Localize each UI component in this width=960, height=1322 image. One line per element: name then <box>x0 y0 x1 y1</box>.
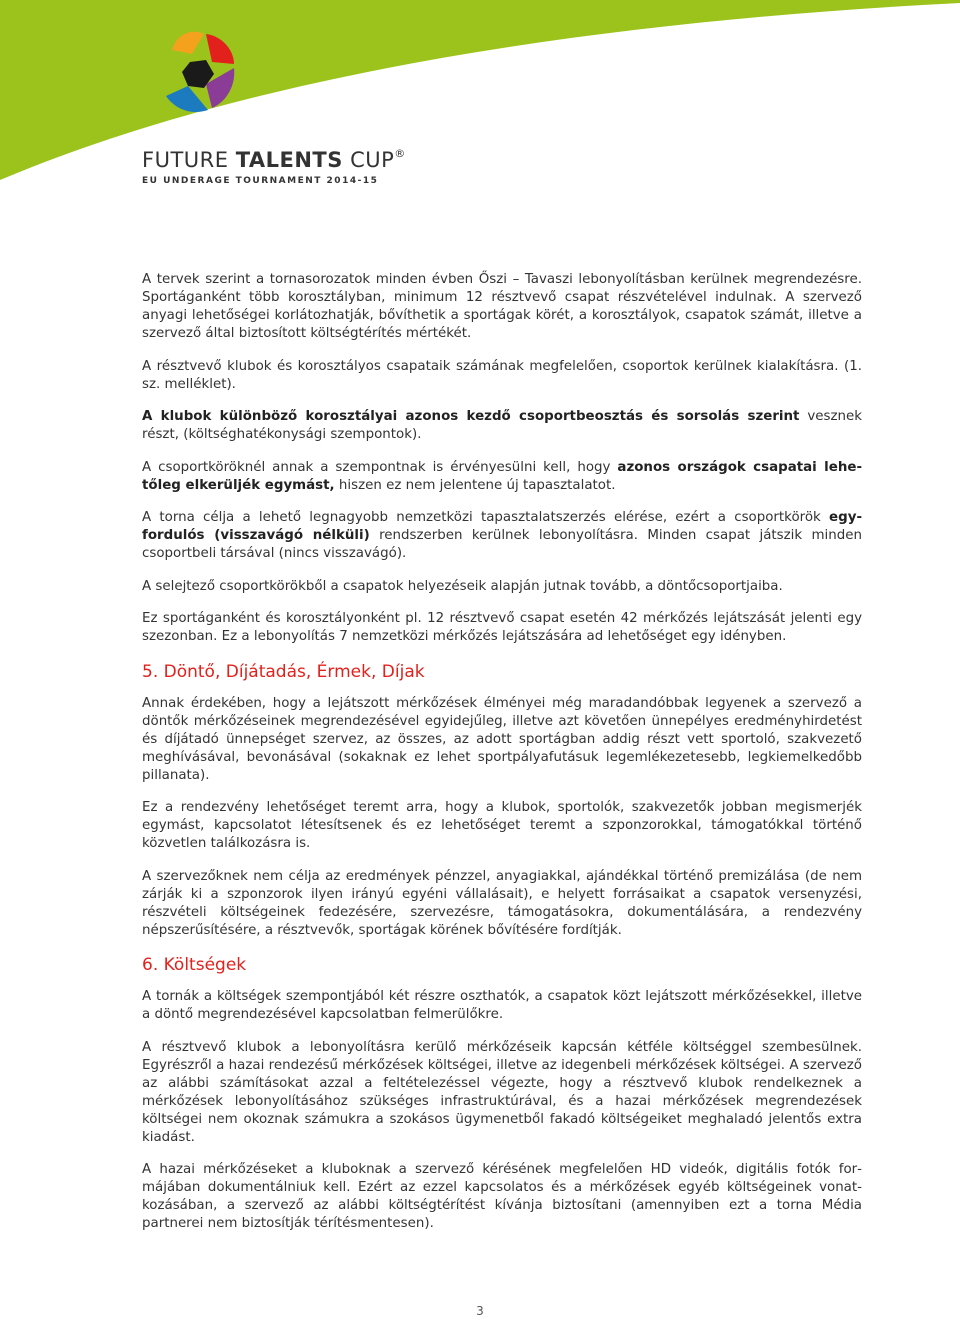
paragraph-11: A tornák a költségek szempontjából két részre oszthatók, a csapatok közt lejátszott mérkőzésekkel, illetve a döntő megrendezésével kapcsolatban felmerülőkre. <box>142 989 862 1022</box>
paragraph-4-end: hiszen ez nem jelentene új tapasztalatot. <box>334 477 616 493</box>
brand-title-future: FUTURE <box>142 148 236 172</box>
section-5-heading: 5. Döntő, Díjátadás, Érmek, Díjak <box>142 661 425 682</box>
paragraph-4 <box>142 459 862 495</box>
paragraph-5-bold: egyfordulós (visszavágó nélküli) <box>142 510 862 543</box>
brand-block <box>142 142 406 188</box>
paragraph-1: A tervek szerint a tornasorozatok minden évben Őszi – Tavaszi lebonyolításban kerülnek megrendezésre. Sportáganként több korosztályban, minimum 12 résztvevő csapat részvételével indulnak. A szervező anyagi lehetőségei korlátozhatják, bővíthetik a sportágak körét, a korosztályok, csapatok számát, illetve a szervező által biztosított költségtérítés mértékét. <box>142 272 862 341</box>
paragraph-12: A résztvevő klubok a lebonyolításra kerülő mérkőzéseik kapcsán kétféle költséggel szembesülnek. Egyrészről a hazai rendezésű mérkőzések költségei, illetve az idegenbeli mérkőzések költségei. A szervező az alábbi számításokat azzal a feltételezéssel végezte, hogy a résztvevő klubok rendelkeznek a mérkőzések lebonyolításához szükséges infrastruktúrával, és a hazai mérkőzések megrendezések költségei nem okoznak számukra a szokásos ügymenetből fakadó költségeiket meghaladó jelentős extra kiadást. <box>142 1039 862 1145</box>
brand-title <box>142 142 406 172</box>
brand-title-cup: CUP <box>342 148 395 172</box>
paragraph-13: A hazai mérkőzéseket a kluboknak a szervező kérésének megfelelően HD videók, digitális fotók formájában dokumentálniuk kell. Ezért az ezzel kapcsolatos és a mérkőzések egyéb költségeinek vonatkozásában, a szervező az alábbi költségtérítést kívánja biztosítani (amennyiben ezt a torna Média partnerei nem biztosítják térítésmentesen). <box>142 1162 862 1231</box>
registered-mark: ® <box>394 147 406 160</box>
document-body <box>142 271 862 1248</box>
ball-logo-icon <box>142 20 252 130</box>
paragraph-3-rest: vesznek részt, (költséghatékonysági szempontok). <box>142 409 862 442</box>
brand-subtitle: EU UNDERAGE TOURNAMENT 2014-15 <box>142 176 379 186</box>
paragraph-3-bold: A klubok különböző korosztályai azonos kezdő csoportbeosztás és sorsolás szerint <box>142 409 800 424</box>
paragraph-3 <box>142 408 862 444</box>
paragraph-4-start: A csoportköröknél annak a szempontnak is érvényesülni kell, hogy <box>142 459 618 475</box>
section-6-heading: 6. Költségek <box>142 955 247 975</box>
paragraph-9: Ez a rendezvény lehetőséget teremt arra, hogy a klubok, sportolók, szakvezetők jobban megismerjék egymást, kapcsolatot létesítsenek és ez lehetőséget teremt a szponzorokkal, támogatókkal történő közvetlen találkozásra is. <box>142 800 862 851</box>
paragraph-6: A selejtező csoportkörökből a csapatok helyezéseik alapján jutnak tovább, a döntőcsoportjaiba. <box>142 578 783 594</box>
paragraph-4-bold: azonos országok csapatai lehetőleg elkerüljék egymást, <box>142 459 862 493</box>
paragraph-7: Ez sportáganként és korosztályonként pl. 12 résztvevő csapat esetén 42 mérkőzés lejátszását jelenti egy szezonban. Ez a lebonyolítás 7 nemzetközi mérkőzés lejátszására ad lehetőséget egy idényben. <box>142 611 862 644</box>
brand-title-talents: TALENTS <box>235 148 343 172</box>
paragraph-2: A résztvevő klubok és korosztályos csapataik számának megfelelően, csoportok kerülnek kialakításra. (1. sz. melléklet). <box>142 358 862 392</box>
paragraph-5-start: A torna célja a lehető legnagyobb nemzetközi tapasztalatszerzés elérése, ezért a csoportkörök <box>142 510 830 525</box>
paragraph-5 <box>142 509 862 563</box>
paragraph-5-end: rendszerben kerülnek lebonyolításra. Minden csapat játszik minden csoportbeli társával (nincs visszavágó). <box>142 528 862 561</box>
paragraph-10: A szervezőknek nem célja az eredmények pénzzel, anyagiakkal, ajándékkal történő premizálása (de nem zárják ki a szponzorok ilyen irányú egyéni vállalásait), e helyett forrásaikat a csapatok versenyzési, részvételi költségeinek fedezésére, szervezésre, támogatásokra, dokumentálására, a rendezvény népszerűsítésére, a résztvevők, sportágak körének bővítésére fordítják. <box>142 868 862 938</box>
paragraph-8: Annak érdekében, hogy a lejátszott mérkőzések élményei még maradandóbbak legyenek a szervező a döntők mérkőzéseinek megrendezésével egyidejűleg, illetve azt követően ünnepélyes eredményhirdetést és díjátadó ünnepséget szervez, az összes, az adott sportágban addig részt vett sportoló, szakvezető meghívásával, bevonásával (sokaknak ez lehet sportpályafutásuk legemlékezetesebb, legkiemelkedőbb pillanata). <box>142 695 862 783</box>
page-number: 3 <box>476 1304 484 1318</box>
